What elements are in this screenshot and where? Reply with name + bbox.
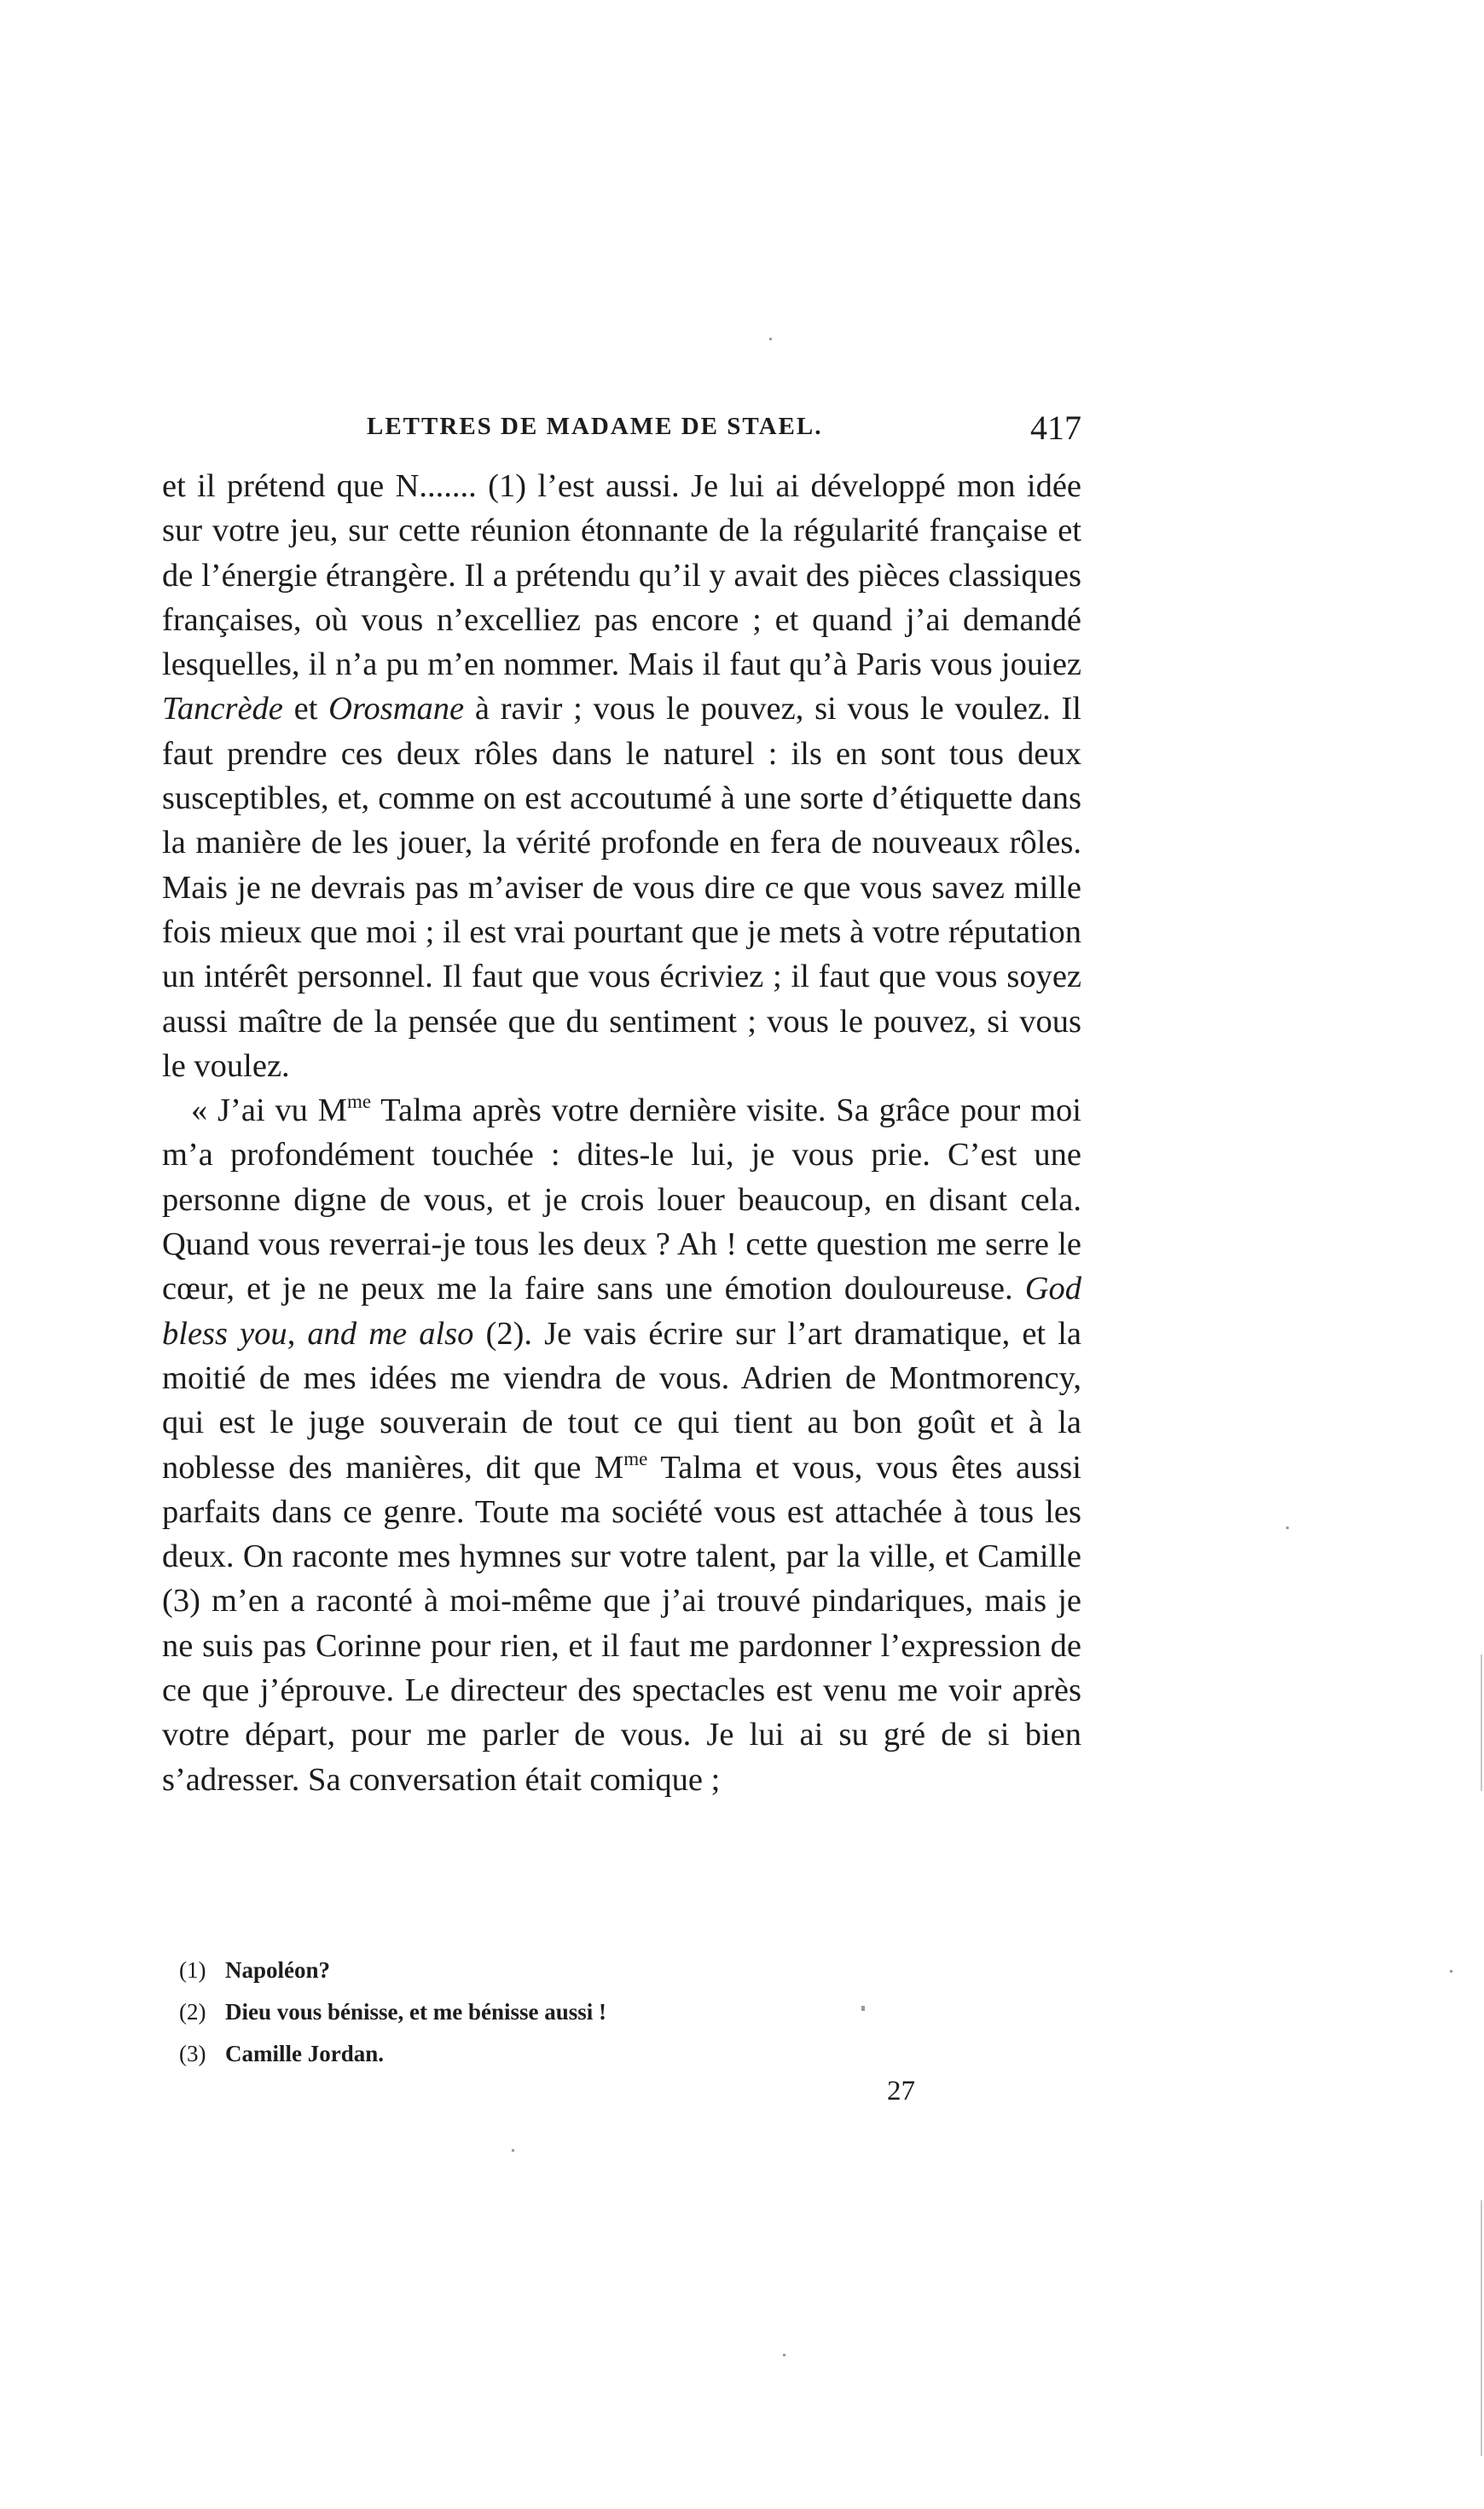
scan-speck [512,2149,514,2152]
italic-text: Tancrède [162,691,283,727]
italic-text: and me also [307,1315,474,1352]
paragraph [162,1088,1081,1802]
footnote-text: Napoléon? [225,1957,331,1983]
text-run: et [282,691,329,727]
italic-text: Orosmane [328,691,465,727]
scan-edge-line [1481,1654,1482,1791]
scan-speck [783,2354,785,2356]
footnote [179,1991,947,2033]
superscript-title: me [623,1447,648,1469]
page-header [162,409,1081,450]
scan-speck [861,2006,865,2011]
footnote-number: (3) [179,2041,206,2066]
text-run: et il prétend que N....... (1) l’est aussi. Je lui ai développé mon idée sur votre jeu, sur cette réunion étonnante de la régularité française et de l’énergie étrangère. Il a prétendu qu’il y avait des pièces classiques françaises, où vous n’excelliez pas encore ; et quand j’ai demandé lesquelles, il n’a pu m’en nommer. Mais il faut qu’à Paris vous jouiez [162,468,1081,683]
superscript-title: me [346,1091,372,1113]
running-title: LETTRES DE MADAME DE STAEL. [367,413,823,440]
text-run: Talma et vous, vous êtes aussi parfaits dans ce genre. Toute ma société vous est attachée à tous les deux. On raconte mes hymnes sur votre talent, par la ville, et Camille (3) m’en a raconté à moi-même que j’ai trouvé pindariques, mais je ne suis pas Corinne pour rien, et il faut me pardonner l’expression de ce que j’éprouve. Le directeur des spectacles est venu me voir après votre départ, pour me parler de vous. Je lui ai su gré de si bien s’adresser. Sa conversation était comique ; [162,1449,1081,1798]
footnote-text: Camille Jordan. [225,2041,384,2066]
text-run: , [287,1315,308,1352]
text-run: (2). Je vais écrire sur l’art dramatique, et la moitié de mes idées me viendra de vous. Adrien de Montmorency, qui est le juge souverain de tout ce qui tient au bon goût et à la noblesse des manières, dit que M [162,1315,1081,1486]
text-run: à ravir ; vous le pouvez, si vous le voulez. Il faut prendre ces deux rôles dans le naturel : ils en sont tous deux susceptibles, et, comme on est accoutumé à une sorte d’étiquette dans la manière de les jouer, la vérité profonde en fera de nouveaux rôles. Mais je ne devrais pas m’aviser de vous dire ce que vous savez mille fois mieux que moi ; il est vrai pourtant que je mets à votre réputation un intérêt personnel. Il faut que vous écriviez ; il faut que vous soyez aussi maître de la pensée que du sentiment ; vous le pouvez, si vous le voulez. [162,691,1081,1084]
paragraph [162,464,1081,1088]
text-run: « J’ai vu M [191,1092,347,1129]
footnote-number: (2) [179,1999,206,2025]
scan-speck [1286,1527,1289,1529]
scan-speck [769,338,772,340]
text-run: Talma après votre dernière visite. Sa grâce pour moi m’a profondément touchée : dites-le lui, je vous prie. C’est une personne digne de vous, et je crois louer beaucoup, en disant cela. Quand vous reverrai-je tous les deux ? Ah ! cette question me serre le cœur, et je ne peux me la faire sans une émotion douloureuse. [162,1092,1081,1307]
scan-edge-line [1481,2200,1482,2456]
footnote-text: Dieu vous bénisse, et me bénisse aussi ! [225,1999,607,2025]
footnote-number: (1) [179,1957,206,1983]
footnote [179,1950,947,1991]
italic-text: God bless you [162,1271,1081,1352]
signature-mark: 27 [887,2076,915,2106]
scan-speck [1450,1970,1452,1973]
footnote [179,2033,947,2075]
page-number: 417 [1030,409,1081,447]
body-text [162,464,1081,1802]
footnotes [179,1950,947,2075]
